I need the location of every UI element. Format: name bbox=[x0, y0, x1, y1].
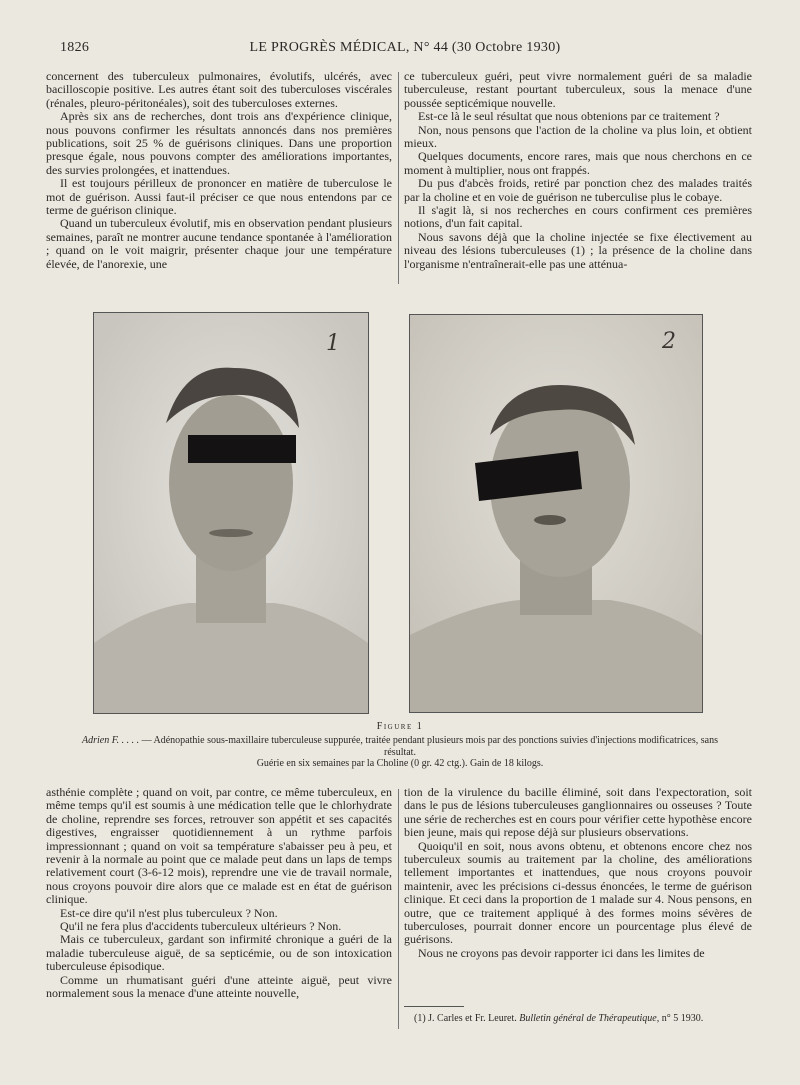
paragraph: tion de la virulence du bacille éliminé, soit dans l'expectoration, soit dans le pus de lésions tuberculeuses ganglionnaires ou osseuses ? Toute une série de recherches est en cours pour vérifier cette hypothèse encore bien jeune, mais qui repose déjà sur plusieurs observations. bbox=[404, 785, 752, 840]
footnote-ref: n° 5 1930. bbox=[661, 1013, 704, 1024]
top-right-column bbox=[404, 70, 752, 271]
footnote-journal: Bulletin général de Thérapeutique, bbox=[519, 1013, 660, 1024]
paragraph: Est-ce dire qu'il n'est plus tuberculeux ? Non. bbox=[60, 905, 278, 920]
footnote bbox=[414, 1013, 752, 1025]
footnote-authors: (1) J. Carles et Fr. Leuret. bbox=[414, 1013, 517, 1024]
paragraph: Quand un tuberculeux évolutif, mis en observation pendant plusieurs semaines, paraît ne montrer aucune tendance spontanée à l'amélioration ; quand on le voit maigrir, présenter chaque jour une température élevée, de l'anorexie, une bbox=[46, 216, 392, 271]
top-left-column bbox=[46, 70, 392, 271]
patient-photo-after bbox=[409, 314, 703, 713]
caption-line: Guérie en six semaines par la Choline (0 gr. 42 ctg.). Gain de 18 kilogs. bbox=[256, 758, 544, 769]
photo-before-image bbox=[94, 313, 368, 713]
running-header bbox=[60, 40, 750, 62]
paragraph: Nous savons déjà que la choline injectée se fixe électivement au niveau des lésions tuberculeuses (1) ; la présence de la choline dans l'organisme n'entraînerait-elle pas une atténua- bbox=[404, 229, 752, 271]
footnote-rule bbox=[404, 1006, 464, 1007]
paragraph: Est-ce là le seul résultat que nous obtenions par ce traitement ? bbox=[418, 109, 720, 124]
paragraph: Il s'agit là, si nos recherches en cours confirment ces premières notions, d'un fait capital. bbox=[404, 203, 752, 231]
paragraph: concernent des tuberculeux pulmonaires, évolutifs, ulcérés, avec bacilloscopie positive. Les autres étant soit des tuberculoses viscérales (rénales, pleuro-péritonéales), soit des tuberculoses externes. bbox=[46, 69, 392, 110]
figure-title: Figure 1 bbox=[376, 721, 424, 732]
paragraph: Quoiqu'il en soit, nous avons obtenu, et obtenons encore chez nos tuberculeux soumis au traitement par la choline, des améliorations tellement importantes et inattendues, que nous croyons pouvoir maintenir, avec les précisions ci-dessus énoncées, le terme de guérison clinique. Et ceci dans la proportion de 1 malade sur 4. Nous pensons, en outre, que ce traitement appliqué à des formes moins sévères de tuberculoses, pourrait donner encore un pourcentage plus élevé de guérisons. bbox=[404, 838, 752, 947]
patient-name: Adrien F. . . . . bbox=[82, 735, 140, 746]
paragraph: ce tuberculeux guéri, peut vivre normalement guéri de sa maladie tuberculeuse, restant pourtant tuberculeux, sous la menace d'une poussée septicémique nouvelle. bbox=[404, 69, 752, 110]
paragraph: Quelques documents, encore rares, mais que nous cherchons en ce moment à multiplier, nous ont frappés. bbox=[404, 149, 752, 177]
page-number: 1826 bbox=[60, 40, 90, 55]
column-rule bbox=[398, 789, 399, 1029]
paragraph: Nous ne croyons pas devoir rapporter ici dans les limites de bbox=[418, 945, 705, 960]
photo-after-image bbox=[410, 315, 702, 712]
paragraph: Après six ans de recherches, dont trois ans d'expérience clinique, nous pouvons confirmer les résultats annoncés dans nos premières publications, soit 25 % de guérisons cliniques. Dans une proportion presque égale, nous pouvons compter des améliorations importantes, des survies prolongées, et inattendues. bbox=[46, 109, 392, 177]
paragraph: Il est toujours périlleux de prononcer en matière de tuberculose le mot de guérison. Aussi faut-il préciser ce que nous entendons par ce terme de guérison clinique. bbox=[46, 176, 392, 218]
photo-number-label: 2 bbox=[662, 329, 676, 354]
patient-photo-before bbox=[93, 312, 369, 714]
figure-caption bbox=[80, 735, 720, 770]
bottom-right-column bbox=[404, 786, 752, 960]
bottom-left-column bbox=[46, 786, 392, 1001]
photo-number-label: 1 bbox=[326, 331, 340, 356]
column-rule bbox=[398, 72, 399, 284]
paragraph: Qu'il ne fera plus d'accidents tuberculeux ultérieurs ? Non. bbox=[60, 919, 342, 934]
caption-line: — Adénopathie sous-maxillaire tuberculeuse suppurée, traitée pendant plusieurs mois par des ponctions suivies d'injections modificatrices, sans résultat. bbox=[141, 735, 718, 758]
journal-title: LE PROGRÈS MÉDICAL, N° 44 (30 Octobre 1930) bbox=[249, 40, 561, 55]
paragraph: asthénie complète ; quand on voit, par contre, ce même tuberculeux, en même temps qu'il est soumis à une médication telle que le chlorhydrate de choline, reprendre ses forces, retrouver son appétit et ses capacités digestives, engraisser quotidiennement à un rythme parfois impressionnant ; quand on voit sa température s'abaisser peu à peu, et revenir à la normale au point que ce malade peut dans un laps de temps relativement court (3-6-12 mois), reprendre une vie de travail normale, nous croyons pouvoir dire alors que ce malade est en état de guérison clinique. bbox=[46, 785, 392, 907]
paragraph: Du pus d'abcès froids, retiré par ponction chez des malades traités par la choline et en voie de guérison ne tuberculise plus le cobaye. bbox=[404, 176, 752, 204]
paragraph: Mais ce tuberculeux, gardant son infirmité chronique a guéri de la maladie tuberculeuse aiguë, de sa septicémie, ou de son intoxication tuberculeuse épisodique. bbox=[46, 932, 392, 974]
paragraph: Comme un rhumatisant guéri d'une atteinte aiguë, peut vivre normalement sous la menace d'une atteinte nouvelle, bbox=[46, 972, 392, 1001]
paragraph: Non, nous pensons que l'action de la choline va plus loin, et obtient mieux. bbox=[404, 122, 752, 151]
